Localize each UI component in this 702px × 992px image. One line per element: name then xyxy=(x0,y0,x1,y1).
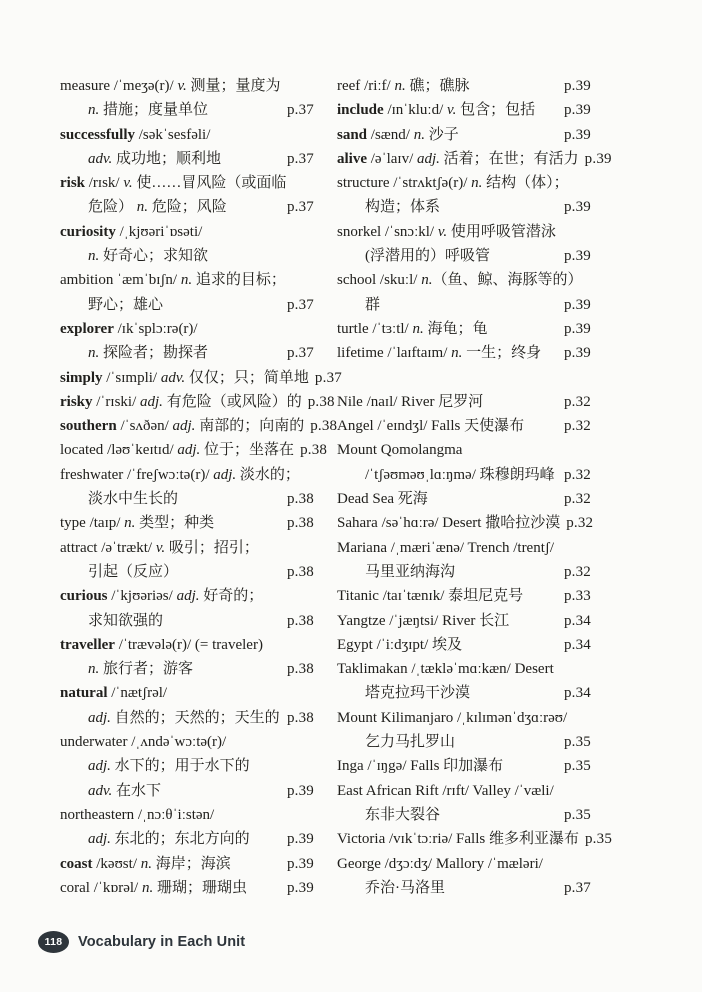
entry-text: n. 探险者；勘探者 xyxy=(88,345,209,362)
vocab-row xyxy=(60,438,328,462)
entry-text: East African Rift /rɪft/ Valley /ˈvæli/ xyxy=(337,782,554,799)
page-ref: p.34 xyxy=(563,685,591,702)
entry-text: natural /ˈnætʃrəl/ xyxy=(60,685,168,702)
entry-text: successfully /səkˈsesfəli/ xyxy=(60,126,211,143)
vocab-row xyxy=(60,293,314,317)
entry-text: 求知欲强的 xyxy=(88,612,164,629)
page-ref: p.38 xyxy=(300,442,328,459)
entry-text: Inga /ˈɪŋgə/ Falls 印加瀑布 xyxy=(337,758,504,775)
vocab-row xyxy=(337,584,591,608)
vocab-row xyxy=(60,779,314,803)
entry-text: Victoria /vɪkˈtɔːriə/ Falls 维多利亚瀑布 xyxy=(337,831,579,848)
vocab-row xyxy=(60,803,314,827)
vocab-row xyxy=(60,220,314,244)
vocab-row xyxy=(60,633,314,657)
entry-text: 乞力马扎罗山 xyxy=(365,734,456,751)
vocab-row xyxy=(60,244,314,268)
vocab-column-right xyxy=(337,74,613,900)
vocab-row xyxy=(337,852,591,876)
entry-text: ambition ˈæmˈbɪʃn/ n. 追求的目标； xyxy=(60,272,286,289)
page-ref: p.38 xyxy=(310,418,338,435)
blank-row xyxy=(337,366,591,390)
page-ref: p.35 xyxy=(563,734,591,751)
vocab-row xyxy=(60,730,314,754)
entry-text: Mariana /ˌmæriˈænə/ Trench /trentʃ/ xyxy=(337,539,555,556)
page-ref: p.38 xyxy=(286,563,314,580)
entry-text: Taklimakan /ˌtækləˈmɑːkæn/ Desert xyxy=(337,661,554,678)
entry-text: adj. 自然的；天然的；天生的 xyxy=(88,709,280,726)
vocab-row xyxy=(337,803,591,827)
entry-text: structure /ˈstrʌktʃə(r)/ n. 结构（体）； xyxy=(337,175,569,192)
entry-text: adj. 东北的；东北方向的 xyxy=(88,831,250,848)
entry-text: attract /əˈtrækt/ v. 吸引；招引； xyxy=(60,539,259,556)
vocab-row xyxy=(60,754,314,778)
vocab-row xyxy=(60,657,314,681)
vocab-row xyxy=(60,195,314,219)
entry-text: traveller /ˈtrævələ(r)/ (= traveler) xyxy=(60,636,263,653)
vocab-row xyxy=(60,827,314,851)
vocab-row xyxy=(60,487,314,511)
entry-text: risky /ˈrɪski/ adj. 有危险（或风险）的 xyxy=(60,393,302,410)
entry-text: adv. 在水下 xyxy=(88,782,162,799)
page-ref: p.39 xyxy=(563,345,591,362)
vocab-row xyxy=(337,754,591,778)
vocab-row xyxy=(60,706,314,730)
vocab-row xyxy=(337,827,613,851)
vocab-row xyxy=(60,511,314,535)
entry-text: reef /riːf/ n. 礁；礁脉 xyxy=(337,78,470,94)
entry-text: Sahara /səˈhɑːrə/ Desert 撒哈拉沙漠 xyxy=(337,515,561,532)
vocab-row xyxy=(337,609,591,633)
page-ref: p.39 xyxy=(563,78,591,94)
page-ref: p.35 xyxy=(563,758,591,775)
page-ref: p.34 xyxy=(563,612,591,629)
vocab-row xyxy=(337,487,591,511)
page-ref: p.32 xyxy=(563,466,591,483)
vocab-row xyxy=(337,390,591,414)
entry-text: freshwater /ˈfreʃwɔːtə(r)/ adj. 淡水的； xyxy=(60,466,300,483)
page-footer xyxy=(38,931,245,953)
vocab-row xyxy=(60,536,314,560)
entry-text: Mount Kilimanjaro /ˌkɪlɪmənˈdʒɑːrəʊ/ xyxy=(337,709,568,726)
entry-text: George /dʒɔːdʒ/ Mallory /ˈmæləri/ xyxy=(337,855,543,872)
vocab-row xyxy=(60,584,314,608)
page-ref: p.32 xyxy=(563,563,591,580)
vocab-row xyxy=(337,779,591,803)
entry-text: 乔治·马洛里 xyxy=(365,879,445,896)
entry-text: explorer /ɪkˈsplɔːrə(r)/ xyxy=(60,320,198,337)
page-ref: p.39 xyxy=(286,855,314,872)
vocab-column-left xyxy=(60,74,342,900)
vocab-row xyxy=(60,852,314,876)
vocab-row xyxy=(337,220,591,244)
page-ref: p.37 xyxy=(286,345,314,362)
vocab-row xyxy=(337,244,591,268)
entry-text: n. 措施；度量单位 xyxy=(88,102,209,119)
entry-text: Mount Qomolangma xyxy=(337,442,463,459)
vocab-row xyxy=(337,560,591,584)
entry-text: 构造；体系 xyxy=(365,199,441,216)
vocab-row xyxy=(337,147,612,171)
vocab-row xyxy=(60,681,314,705)
page-ref: p.34 xyxy=(563,636,591,653)
vocab-row xyxy=(60,876,314,900)
page-ref: p.37 xyxy=(286,199,314,216)
entry-text: 马里亚纳海沟 xyxy=(365,563,456,580)
entry-text: Nile /naɪl/ River 尼罗河 xyxy=(337,393,484,410)
vocab-row xyxy=(337,195,591,219)
entry-text: adv. 成功地；顺利地 xyxy=(88,150,222,167)
vocab-row xyxy=(337,74,591,98)
page-ref: p.38 xyxy=(286,491,314,508)
page-ref: p.32 xyxy=(563,418,591,435)
entry-text: /ˈtʃəʊməʊˌlɑːŋmə/ 珠穆朗玛峰 xyxy=(365,466,555,483)
vocab-row xyxy=(337,171,591,195)
entry-text: underwater /ˌʌndəˈwɔːtə(r)/ xyxy=(60,734,227,751)
vocab-row xyxy=(337,438,591,462)
vocab-row xyxy=(60,609,314,633)
vocab-row xyxy=(60,366,342,390)
page-ref: p.39 xyxy=(563,320,591,337)
vocab-row xyxy=(60,171,314,195)
vocab-row xyxy=(337,268,591,292)
page-ref: p.35 xyxy=(563,806,591,823)
entry-text: Yangtze /ˈjæŋtsi/ River 长江 xyxy=(337,612,510,629)
page-ref: p.39 xyxy=(563,199,591,216)
entry-text: coast /kəʊst/ n. 海岸；海滨 xyxy=(60,855,231,872)
page-ref: p.35 xyxy=(584,831,613,848)
vocab-row xyxy=(337,317,591,341)
page-ref: p.39 xyxy=(563,102,591,119)
entry-text: curiosity /ˌkjʊəriˈɒsəti/ xyxy=(60,223,203,240)
entry-text: (浮潜用的）呼吸管 xyxy=(365,248,490,265)
vocab-row xyxy=(60,560,314,584)
entry-text: curious /ˈkjʊəriəs/ adj. 好奇的； xyxy=(60,588,264,605)
vocab-row xyxy=(60,317,314,341)
page-ref: p.38 xyxy=(286,661,314,678)
entry-text: 引起（反应） xyxy=(88,563,179,580)
page-ref: p.39 xyxy=(584,150,612,167)
vocab-row xyxy=(60,463,314,487)
page-ref: p.38 xyxy=(286,612,314,629)
entry-text: 危险） n. 危险；风险 xyxy=(88,199,227,216)
entry-text: n. 旅行者；游客 xyxy=(88,661,194,678)
vocab-row xyxy=(60,390,335,414)
page-ref: p.37 xyxy=(563,879,591,896)
vocab-row xyxy=(337,511,594,535)
vocab-row xyxy=(337,706,591,730)
entry-text: Titanic /taɪˈtænɪk/ 泰坦尼克号 xyxy=(337,588,524,605)
page-ref: p.39 xyxy=(563,248,591,265)
entry-text: located /ləʊˈkeɪtɪd/ adj. 位于；坐落在 xyxy=(60,442,295,459)
page-number-badge xyxy=(38,931,69,953)
entry-text: 淡水中生长的 xyxy=(88,491,179,508)
page-ref: p.32 xyxy=(563,491,591,508)
entry-text: alive /əˈlaɪv/ adj. 活着；在世；有活力 xyxy=(337,150,579,167)
vocab-row xyxy=(60,341,314,365)
entry-text: Angel /ˈeɪndʒl/ Falls 天使瀑布 xyxy=(337,418,525,435)
entry-text: southern /ˈsʌðən/ adj. 南部的；向南的 xyxy=(60,418,305,435)
vocab-row xyxy=(337,876,591,900)
page-number: 118 xyxy=(44,936,63,948)
page-ref: p.38 xyxy=(307,393,335,410)
vocab-row xyxy=(337,414,591,438)
entry-text: type /taɪp/ n. 类型；种类 xyxy=(60,515,215,532)
vocab-row xyxy=(337,633,591,657)
page-ref: p.33 xyxy=(563,588,591,605)
page-ref: p.38 xyxy=(286,709,314,726)
vocab-row xyxy=(337,463,591,487)
page-ref: p.37 xyxy=(286,150,314,167)
footer-section-title: Vocabulary in Each Unit xyxy=(78,934,246,950)
vocab-row xyxy=(60,147,314,171)
page-ref: p.38 xyxy=(286,515,314,532)
vocab-row xyxy=(337,657,591,681)
entry-text: 群 xyxy=(365,296,381,313)
vocab-row xyxy=(60,123,314,147)
entry-text: coral /ˈkɒrəl/ n. 珊瑚；珊瑚虫 xyxy=(60,879,247,896)
page-ref: p.39 xyxy=(286,879,314,896)
page-ref: p.32 xyxy=(566,515,594,532)
vocab-row xyxy=(60,74,314,98)
entry-text: simply /ˈsɪmpli/ adv. 仅仅；只；简单地 xyxy=(60,369,309,386)
entry-text: adj. 水下的；用于水下的 xyxy=(88,758,250,775)
vocab-row xyxy=(60,268,314,292)
vocab-row xyxy=(337,98,591,122)
vocab-row xyxy=(337,681,591,705)
entry-text: 塔克拉玛干沙漠 xyxy=(365,685,471,702)
entry-text: measure /ˈmeʒə(r)/ v. 测量；量度为 xyxy=(60,78,281,94)
page-ref: p.39 xyxy=(563,126,591,143)
vocab-row xyxy=(337,123,591,147)
vocab-row xyxy=(60,98,314,122)
entry-text: risk /rɪsk/ v. 使……冒风险（或面临 xyxy=(60,175,287,192)
page-ref: p.37 xyxy=(314,369,342,386)
entry-text: Dead Sea 死海 xyxy=(337,491,428,508)
page-ref: p.37 xyxy=(286,102,314,119)
entry-text: 野心；雄心 xyxy=(88,296,164,313)
entry-text: school /skuːl/ n.（鱼、鲸、海豚等的） xyxy=(337,272,583,289)
page-ref: p.39 xyxy=(286,782,314,799)
entry-text: lifetime /ˈlaɪftaɪm/ n. 一生；终身 xyxy=(337,345,542,362)
vocab-row xyxy=(337,341,591,365)
entry-text: Egypt /ˈiːdʒɪpt/ 埃及 xyxy=(337,636,463,653)
page-ref: p.39 xyxy=(286,831,314,848)
vocab-row xyxy=(337,536,591,560)
vocab-row xyxy=(337,730,591,754)
page-ref: p.39 xyxy=(563,296,591,313)
page-ref: p.37 xyxy=(286,296,314,313)
entry-text: northeastern /ˌnɔːθˈiːstən/ xyxy=(60,806,215,823)
entry-text: n. 好奇心；求知欲 xyxy=(88,248,209,265)
vocab-row xyxy=(337,293,591,317)
vocab-row xyxy=(60,414,338,438)
entry-text: turtle /ˈtɜːtl/ n. 海龟；龟 xyxy=(337,320,488,337)
page-ref: p.32 xyxy=(563,393,591,410)
entry-text: 东非大裂谷 xyxy=(365,806,441,823)
entry-text: snorkel /ˈsnɔːkl/ v. 使用呼吸管潜泳 xyxy=(337,223,556,240)
entry-text: sand /sænd/ n. 沙子 xyxy=(337,126,459,143)
entry-text: include /ɪnˈkluːd/ v. 包含；包括 xyxy=(337,102,536,119)
